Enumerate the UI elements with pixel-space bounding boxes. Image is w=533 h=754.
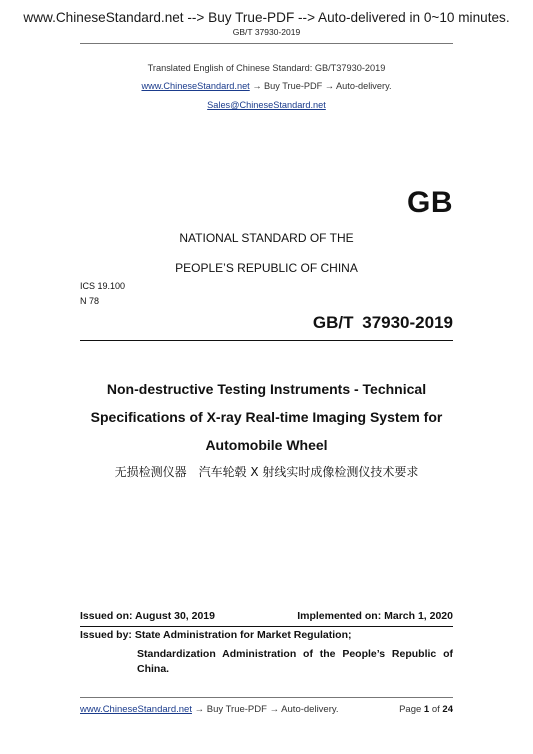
- implemented-on: Implemented on: March 1, 2020: [297, 610, 453, 622]
- email-line: [0, 100, 533, 110]
- site-link[interactable]: www.ChineseStandard.net: [141, 81, 250, 91]
- page-number: 1: [423, 704, 430, 715]
- buy-text: → Buy True-PDF → Auto-delivery.: [252, 81, 392, 91]
- issued-by-continued: Standardization Administration of the People’s Republic of China.: [137, 648, 453, 675]
- title-line-3: Automobile Wheel: [205, 437, 328, 453]
- page-word: Page: [399, 704, 422, 715]
- title-chinese: 无损检测仪器 汽车轮毂 X 射线实时成像检测仪技术要求: [114, 465, 419, 479]
- gb-mark: GB: [407, 186, 453, 219]
- issue-divider: [80, 626, 453, 627]
- of-word: of: [431, 704, 440, 715]
- title-divider: [80, 340, 453, 341]
- header-standard-code: GB/T 37930-2019: [232, 27, 301, 37]
- buy-line: [0, 81, 533, 91]
- footer-buy-text: → Buy True-PDF → Auto-delivery.: [194, 704, 339, 715]
- title-line-2: Specifications of X-ray Real-time Imaging System for: [90, 409, 443, 425]
- ics-code: ICS 19.100: [80, 281, 126, 291]
- footer-site-link[interactable]: www.ChineseStandard.net: [80, 704, 192, 715]
- translated-line: Translated English of Chinese Standard: GB/T37930-2019: [147, 63, 386, 73]
- issued-by: Issued by: State Administration for Market Regulation;: [80, 629, 352, 641]
- standard-number: GB/T 37930-2019: [312, 313, 453, 332]
- issued-on: Issued on: August 30, 2019: [80, 610, 215, 622]
- footer-buy-line: [80, 704, 339, 715]
- email-link[interactable]: Sales@ChineseStandard.net: [207, 100, 326, 110]
- page-total: 24: [442, 704, 453, 715]
- national-standard-line-1: NATIONAL STANDARD OF THE: [179, 231, 354, 245]
- footer-divider: [80, 697, 453, 698]
- title-line-1: Non-destructive Testing Instruments - Technical: [106, 381, 427, 397]
- page-indicator: [399, 704, 453, 715]
- header-divider: [80, 43, 453, 44]
- top-banner: www.ChineseStandard.net --> Buy True-PDF --> Auto-delivered in 0~10 minutes.: [23, 10, 510, 25]
- ccs-code: N 78: [80, 296, 100, 306]
- national-standard-line-2: PEOPLE’S REPUBLIC OF CHINA: [175, 261, 358, 275]
